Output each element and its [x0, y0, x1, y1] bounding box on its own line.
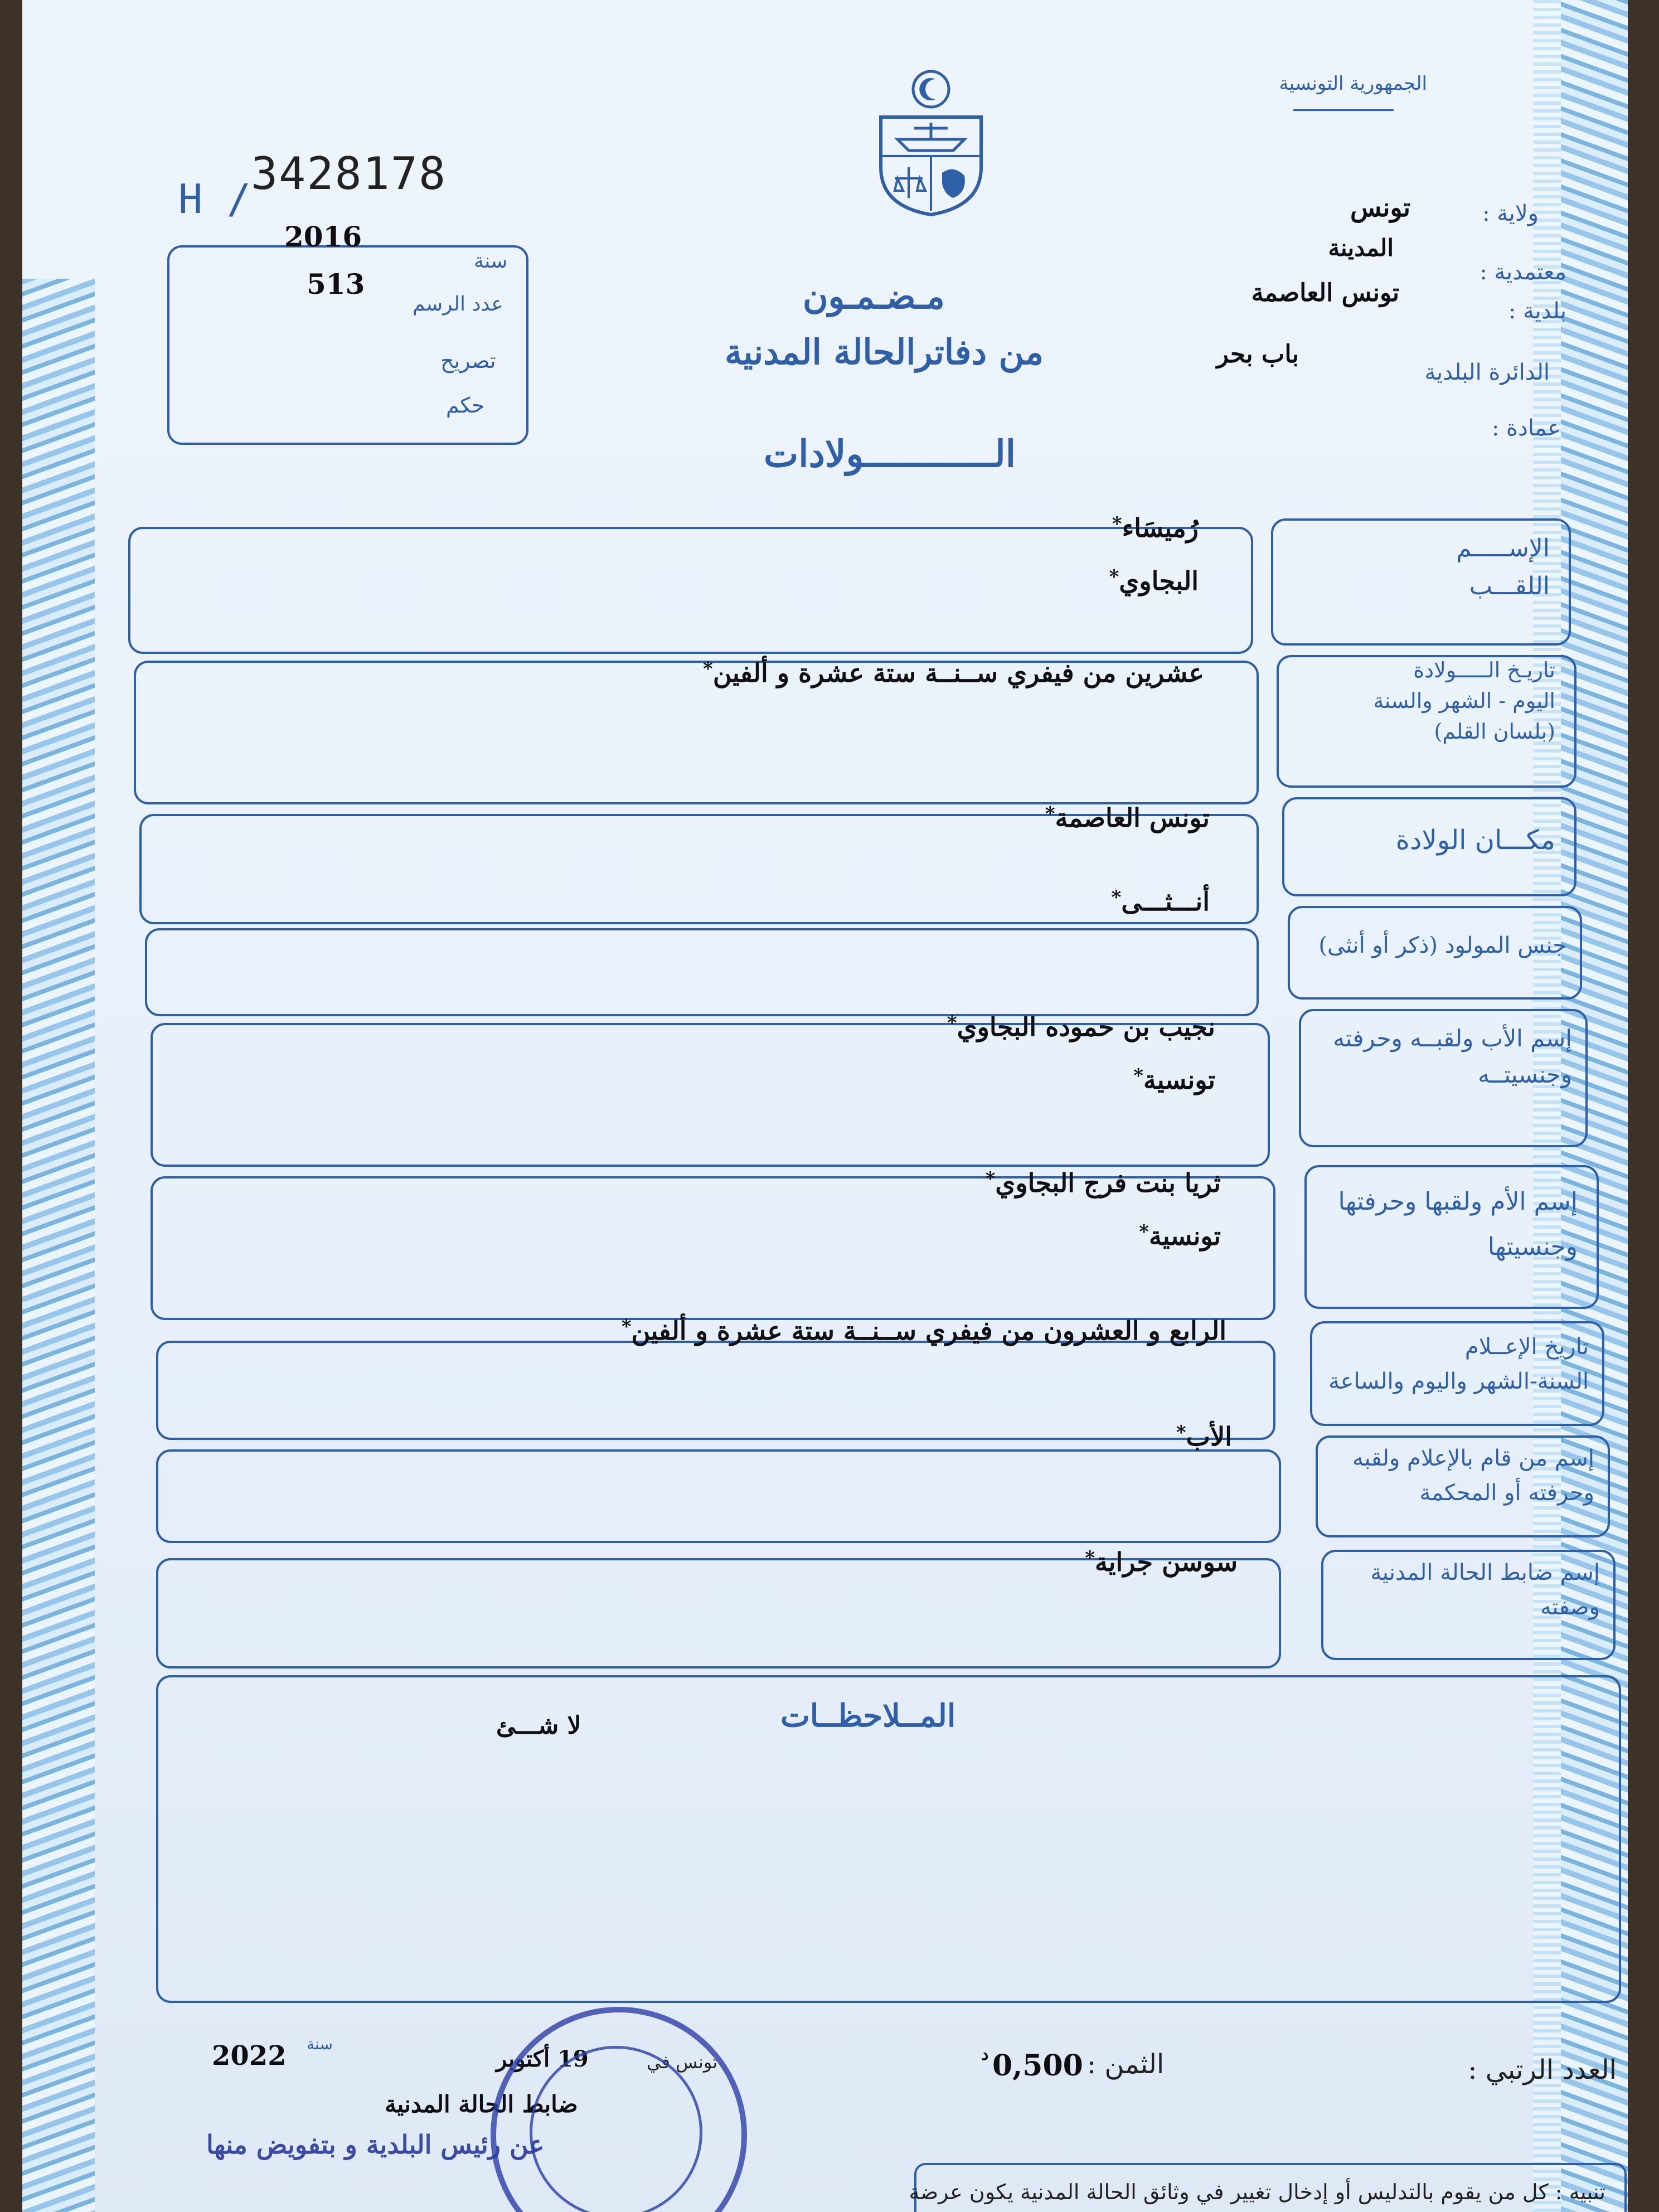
row-label-declaration-date: تاريخ الإعــلام السنة-الشهر واليوم والساعة: [1328, 1334, 1589, 1394]
record-judgment-label: حكم: [446, 393, 485, 418]
record-number-label: عدد الرسم: [413, 293, 503, 316]
officer-value: سوسن جراية*: [1085, 1547, 1238, 1577]
serial-number: 3428178: [251, 148, 447, 200]
first-name-value: رُميسَاء*: [1112, 513, 1199, 543]
republic-underline: [1293, 109, 1394, 111]
row-label-father: إسم الأب ولقبــه وحرفته وجنسيتــه: [1333, 1025, 1572, 1089]
footer-price-value: 0,500: [992, 2049, 1083, 2083]
remarks-label: المــلاحظــات: [780, 1697, 956, 1734]
daira-label: الدائرة البلدية: [1424, 360, 1550, 385]
father-name-value: نجيب بن حموده البجاوي*: [947, 1012, 1215, 1042]
security-border-left: [22, 279, 95, 2212]
republic-header: الجمهورية التونسية: [1279, 72, 1427, 95]
row-value-box: [151, 1023, 1270, 1167]
title-line3: الــــــــــــولادات: [764, 432, 1016, 476]
mother-nationality-value: تونسية*: [1139, 1221, 1221, 1251]
daira-value: باب بحر: [1216, 340, 1299, 368]
title-line2: من دفاترالحالة المدنية: [725, 332, 1044, 372]
motamadia-value: المدينة: [1328, 234, 1394, 261]
row-label-mother: إسم الأم ولقبها وحرفتها وجنسيتها: [1338, 1187, 1578, 1262]
baladia-value: تونس العاصمة: [1251, 279, 1399, 307]
footer-warning: تنبيه : كل من يقوم بالتدليس أو إدخال تغيير في وثائق الحالة المدنية يكون عرضة: [909, 2180, 1605, 2204]
motamadia-label: معتمدية :: [1479, 259, 1566, 285]
footer-officer-line1: ضابط الحالة المدنية: [385, 2090, 578, 2118]
declarant-value: الأب*: [1176, 1422, 1232, 1452]
record-year-label: سنة: [474, 250, 508, 273]
footer-year-label: سنة: [307, 2035, 333, 2053]
baladia-label: بلدية :: [1508, 298, 1566, 324]
row-label-declarant: إسم من قام بالإعلام ولقبه وحرفته أو المحكمة: [1352, 1445, 1594, 1506]
row-label-birthplace: مكـــان الولادة: [1395, 824, 1555, 856]
row-value-box: [156, 1449, 1281, 1543]
row-label-sex: جنس المولود (ذكر أو أنثى): [1318, 933, 1566, 958]
row-value-box: [128, 527, 1253, 654]
footer-officer-line2: عن رئيس البلدية و بتفويض منها: [206, 2129, 545, 2160]
row-label-birthdate: تاريـخ الـــــولادة اليوم - الشهر والسنة (بلسان القلم): [1373, 658, 1555, 744]
record-number-value: 513: [307, 268, 365, 300]
row-label-name: الإســـــم اللقـــب: [1456, 534, 1550, 601]
footer-date-value: 19 أكتوبر: [496, 2046, 589, 2072]
omada-label: عمادة :: [1491, 415, 1561, 441]
document-page: [22, 0, 1628, 2212]
sex-value: أنـــثـــى*: [1111, 886, 1210, 916]
footer-price-label: الثمن :: [1087, 2049, 1165, 2080]
row-label-officer: إسم ضابط الحالة المدنية وصفته: [1370, 1560, 1600, 1620]
official-stamp-inner: [530, 2046, 702, 2212]
last-name-value: البجاوي*: [1109, 566, 1199, 596]
father-nationality-value: تونسية*: [1133, 1065, 1215, 1095]
serial-prefix: H /: [178, 176, 251, 222]
wilaya-value: تونس: [1350, 192, 1410, 222]
wilaya-label: ولاية :: [1482, 201, 1539, 226]
row-value-box: [145, 928, 1259, 1016]
remarks-value: لا شـــئ: [496, 1711, 581, 1740]
title-line1: مـضـمـون: [803, 276, 945, 317]
footer-serial-label: العدد الرتبي :: [1468, 2054, 1617, 2085]
row-value-box: [156, 1341, 1275, 1440]
official-stamp: [491, 2007, 747, 2212]
declaration-date-value: الرابع و العشرون من فيفري ســنــة ستة عشرة و ألفين*: [621, 1316, 1226, 1346]
tunisia-coat-of-arms-icon: [870, 67, 992, 217]
birth-date-value: عشرين من فيفري ســنــة ستة عشرة و ألفين*: [703, 658, 1204, 688]
record-declaration-label: تصريح: [440, 348, 496, 373]
birth-place-value: تونس العاصمة*: [1045, 803, 1210, 833]
footer-year-value: 2022: [212, 2040, 287, 2072]
footer-date-place: تونس في: [647, 2051, 718, 2073]
mother-name-value: ثريا بنت فرج البجاوي*: [985, 1168, 1221, 1198]
record-year-value: 2016: [284, 220, 362, 253]
footer-price-unit: د: [981, 2045, 989, 2064]
